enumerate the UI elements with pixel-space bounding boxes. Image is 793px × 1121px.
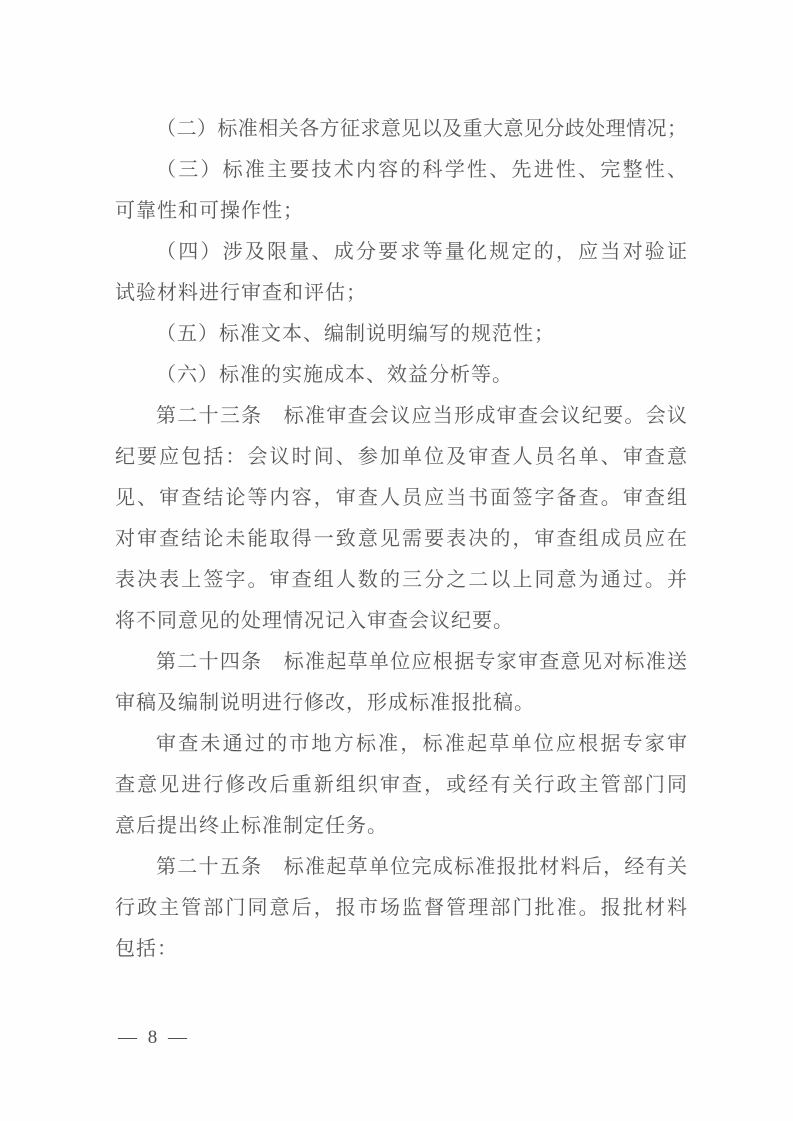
text-line: （六）标准的实施成本、效益分析等。 [156,364,513,386]
text-line: 查意见进行修改后重新组织审查，或经有关行政主管部门同 [115,774,687,796]
text-line: 审稿及编制说明进行修改，形成标准报批稿。 [115,692,535,714]
text-line: 第二十四条 标准起草单位应根据专家审查意见对标准送 [156,651,687,673]
text-line: 第二十五条 标准起草单位完成标准报批材料后，经有关 [156,856,687,878]
text-line: 纪要应包括：会议时间、参加单位及审查人员名单、审查意 [115,446,687,468]
text-line: 见、审查结论等内容，审查人员应当书面签字备查。审查组 [115,487,687,509]
text-line: 行政主管部门同意后，报市场监督管理部门批准。报批材料 [115,897,687,919]
text-line: 意后提出终止标准制定任务。 [115,815,388,837]
text-line: 审查未通过的市地方标准，标准起草单位应根据专家审 [156,733,687,755]
document-body-text [115,109,687,970]
text-line: （四）涉及限量、成分要求等量化规定的，应当对验证 [156,241,687,263]
text-line: 第二十三条 标准审查会议应当形成审查会议纪要。会议 [156,405,687,427]
text-line: 对审查结论未能取得一致意见需要表决的，审查组成员应在 [115,528,687,550]
text-line: 表决表上签字。审查组人数的三分之二以上同意为通过。并 [115,569,687,591]
text-line: （五）标准文本、编制说明编写的规范性； [156,323,555,345]
text-line: 可靠性和可操作性； [115,200,304,222]
text-line: （三）标准主要技术内容的科学性、先进性、完整性、 [156,159,687,181]
text-line: （二）标准相关各方征求意见以及重大意见分歧处理情况； [156,118,687,140]
text-line: 包括： [115,938,178,960]
text-line: 将不同意见的处理情况记入审查会议纪要。 [115,610,514,632]
page-number: — 8 — [118,1027,190,1048]
text-line: 试验材料进行审查和评估； [115,282,367,304]
